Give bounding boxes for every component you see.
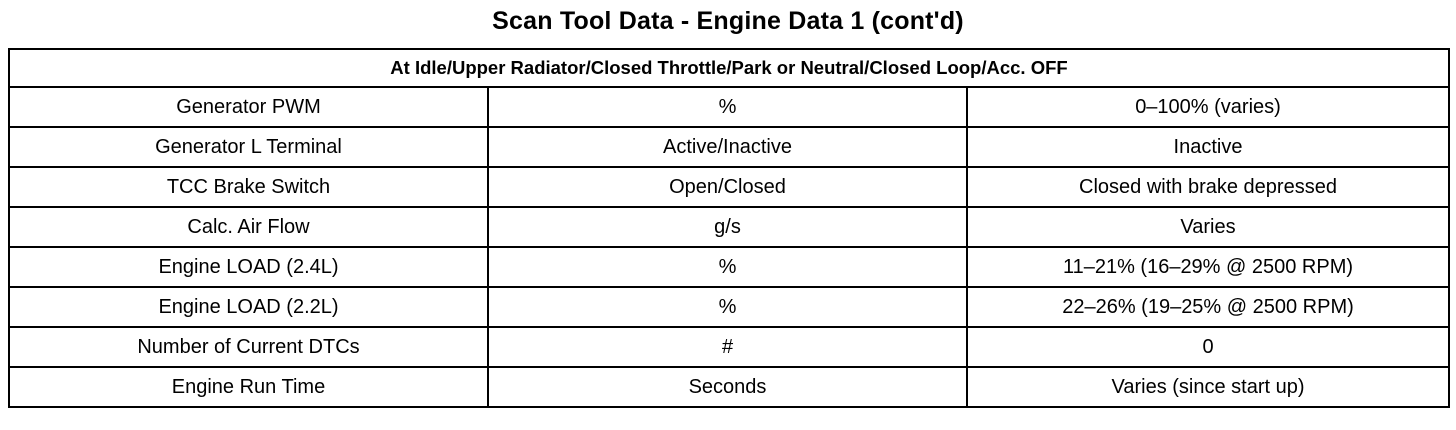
condition-header-row	[9, 49, 1449, 87]
units-cell: g/s	[488, 207, 967, 247]
page-title: Scan Tool Data - Engine Data 1 (cont'd)	[492, 7, 964, 35]
table-row	[9, 87, 1449, 127]
typical-value-cell: 0	[967, 327, 1449, 367]
typical-value-cell: 22–26% (19–25% @ 2500 RPM)	[967, 287, 1449, 327]
units-cell: %	[488, 247, 967, 287]
parameter-cell: Engine LOAD (2.4L)	[9, 247, 488, 287]
typical-value-cell: 0–100% (varies)	[967, 87, 1449, 127]
parameter-cell: TCC Brake Switch	[9, 167, 488, 207]
parameter-cell: Generator PWM	[9, 87, 488, 127]
table-row	[9, 207, 1449, 247]
typical-value-cell: 11–21% (16–29% @ 2500 RPM)	[967, 247, 1449, 287]
typical-value-cell: Inactive	[967, 127, 1449, 167]
condition-header: At Idle/Upper Radiator/Closed Throttle/Park or Neutral/Closed Loop/Acc. OFF	[9, 49, 1449, 87]
units-cell: %	[488, 287, 967, 327]
parameter-cell: Generator L Terminal	[9, 127, 488, 167]
scan-tool-data-table	[8, 48, 1450, 408]
table-row	[9, 247, 1449, 287]
typical-value-cell: Closed with brake depressed	[967, 167, 1449, 207]
table-row	[9, 127, 1449, 167]
parameter-cell: Calc. Air Flow	[9, 207, 488, 247]
table-row	[9, 327, 1449, 367]
typical-value-cell: Varies	[967, 207, 1449, 247]
table-row	[9, 167, 1449, 207]
table-row	[9, 367, 1449, 407]
parameter-cell: Engine Run Time	[9, 367, 488, 407]
units-cell: %	[488, 87, 967, 127]
units-cell: #	[488, 327, 967, 367]
units-cell: Open/Closed	[488, 167, 967, 207]
parameter-cell: Number of Current DTCs	[9, 327, 488, 367]
typical-value-cell: Varies (since start up)	[967, 367, 1449, 407]
units-cell: Seconds	[488, 367, 967, 407]
parameter-cell: Engine LOAD (2.2L)	[9, 287, 488, 327]
table-row	[9, 287, 1449, 327]
units-cell: Active/Inactive	[488, 127, 967, 167]
